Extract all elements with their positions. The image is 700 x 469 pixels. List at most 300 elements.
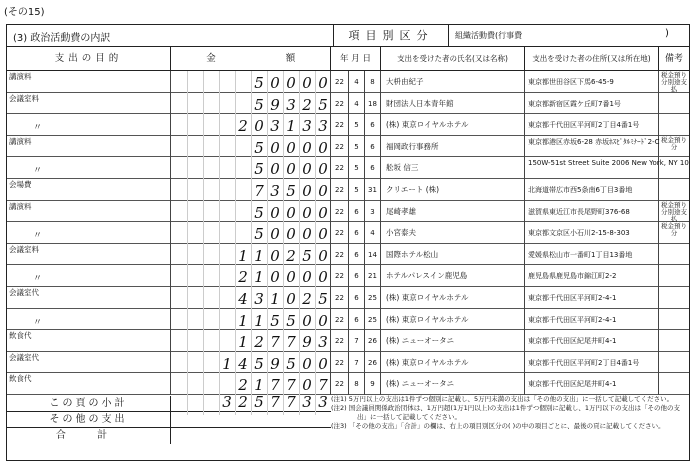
address-cell: 東京都千代田区平河町2-4-1 [525, 287, 659, 309]
amount-digit: 0 [286, 138, 296, 157]
amount-cell [171, 287, 331, 309]
month-cell: 5 [349, 157, 365, 179]
purpose-cell [7, 136, 171, 158]
day-cell: 6 [365, 136, 381, 158]
amount-digit: 0 [270, 74, 280, 92]
note-cell [659, 93, 689, 115]
year-cell: 22 [331, 352, 349, 374]
column-address: 支出を受けた者の住所(又は所在地) [525, 47, 659, 71]
purpose-cell [7, 352, 171, 374]
digit-separator [203, 114, 204, 136]
day-cell: 14 [365, 244, 381, 266]
purpose-text: 〃 [33, 231, 43, 242]
amount-digit: 0 [318, 225, 328, 244]
purpose-cell [7, 287, 171, 309]
amount-digit: 1 [254, 246, 264, 265]
category-label: 項目別区分 [333, 25, 449, 47]
digit-separator [203, 222, 204, 244]
amount-cell [171, 309, 331, 331]
amount-digit: 5 [254, 138, 264, 157]
amount-digit: 7 [254, 182, 264, 200]
purpose-text: 〃 [33, 274, 43, 285]
year-cell: 22 [331, 287, 349, 309]
name-cell: 舩坂 信三 [381, 157, 525, 179]
amount-digit: 9 [270, 95, 280, 114]
digit-separator [187, 114, 188, 136]
address-cell: 東京都千代田区平河町2-4-1 [525, 309, 659, 331]
day-cell: 9 [365, 373, 381, 395]
digit-separator [235, 93, 236, 115]
table-row [7, 93, 689, 115]
purpose-cell [7, 265, 171, 287]
amount-digit: 1 [270, 290, 280, 308]
year-cell: 22 [331, 71, 349, 93]
year-cell: 22 [331, 93, 349, 115]
amount-digit: 2 [238, 376, 248, 395]
column-amount-1: 金 [171, 47, 251, 71]
address-cell: 愛媛県松山市一番町1丁目13番地 [525, 244, 659, 266]
day-cell: 3 [365, 201, 381, 223]
digit-separator [219, 222, 220, 244]
name-cell: (株) 東京ロイヤルホテル [381, 352, 525, 374]
address-cell: 東京都千代田区紀尾井町4-1 [525, 373, 659, 395]
amount-digit: 4 [238, 354, 248, 373]
amount-cell [171, 71, 331, 93]
year-cell: 22 [331, 201, 349, 223]
name-cell: (株) 東京ロイヤルホテル [381, 114, 525, 136]
amount-digit: 1 [254, 311, 264, 330]
purpose-text: 講演料 [9, 136, 32, 146]
amount-digit: 0 [302, 138, 312, 157]
month-cell: 4 [349, 93, 365, 115]
name-cell: 国際ホテル松山 [381, 244, 525, 266]
expense-form [6, 24, 690, 461]
day-cell: 6 [365, 114, 381, 136]
amount-digit: 5 [254, 225, 264, 244]
note-cell: 税金預り分別途支払 [661, 71, 687, 93]
table-row [7, 114, 689, 136]
amount-digit: 2 [302, 290, 312, 308]
purpose-text: 会議室料 [9, 93, 39, 103]
amount-digit: 5 [254, 95, 264, 114]
digit-separator [219, 309, 220, 331]
other-expenses-row [7, 412, 331, 428]
month-cell: 6 [349, 287, 365, 309]
amount-digit: 9 [270, 354, 280, 373]
amount-digit: 2 [238, 268, 248, 287]
digit-separator [235, 71, 236, 93]
address-cell: 北海道帯広市西5条南6丁目3番地 [525, 179, 659, 201]
amount-digit: 5 [318, 95, 328, 114]
year-cell: 22 [331, 157, 349, 179]
digit-separator [235, 201, 236, 223]
form-header [7, 25, 689, 47]
amount-digit: 2 [286, 246, 296, 265]
digit-separator [219, 93, 220, 115]
digit-separator [203, 244, 204, 266]
month-cell: 5 [349, 179, 365, 201]
page-number: (その15) [4, 7, 45, 18]
note-cell [659, 157, 689, 179]
purpose-cell [7, 309, 171, 331]
amount-digit: 3 [254, 290, 264, 308]
amount-digit: 5 [254, 160, 264, 179]
purpose-cell [7, 93, 171, 115]
amount-digit: 2 [302, 95, 312, 114]
day-cell: 18 [365, 93, 381, 115]
amount-digit: 1 [222, 354, 232, 373]
digit-separator [187, 71, 188, 93]
amount-digit: 0 [286, 74, 296, 92]
purpose-cell [7, 201, 171, 223]
amount-digit: 0 [318, 311, 328, 330]
address-cell: 東京都千代田区平河町2丁目4番1号 [525, 352, 659, 374]
column-date: 年 月 日 [331, 47, 381, 71]
digit-separator [187, 330, 188, 352]
amount-digit: 7 [318, 376, 328, 395]
address-cell: 東京都千代田区紀尾井町4-1 [525, 330, 659, 352]
table-row [7, 244, 689, 266]
month-cell: 5 [349, 136, 365, 158]
month-cell: 6 [349, 201, 365, 223]
amount-digit: 3 [270, 117, 280, 136]
amount-digit: 7 [270, 393, 280, 411]
amount-digit: 2 [238, 117, 248, 136]
amount-digit: 7 [270, 333, 280, 352]
note-cell [659, 265, 689, 287]
year-cell: 22 [331, 179, 349, 201]
amount-digit: 1 [254, 376, 264, 395]
month-cell: 8 [349, 373, 365, 395]
note-cell [659, 179, 689, 201]
name-cell: 尾崎孝雄 [381, 201, 525, 223]
month-cell: 6 [349, 244, 365, 266]
month-cell: 6 [349, 222, 365, 244]
amount-digit: 1 [238, 311, 248, 330]
address-cell: 鹿児島県鹿児島市錦江町2-2 [525, 265, 659, 287]
amount-digit: 0 [302, 268, 312, 287]
table-row [7, 287, 689, 309]
subtotal-label: この頁の小計 [7, 396, 171, 411]
digit-separator [203, 309, 204, 331]
amount-digit: 7 [286, 333, 296, 352]
amount-cell [171, 352, 331, 374]
month-cell: 5 [349, 114, 365, 136]
address-cell: 東京都世田谷区下馬6-45-9 [525, 71, 659, 93]
amount-digit: 7 [286, 393, 296, 411]
amount-digit: 0 [270, 138, 280, 157]
amount-cell [171, 222, 331, 244]
amount-digit: 2 [238, 393, 248, 411]
purpose-text: 講演料 [9, 201, 32, 211]
note-cell: 税金預り分 [661, 222, 687, 238]
purpose-cell [7, 222, 171, 244]
amount-digit: 0 [318, 182, 328, 200]
amount-digit: 5 [286, 311, 296, 330]
amount-cell [171, 244, 331, 266]
digit-separator [187, 352, 188, 374]
amount-cell [171, 114, 331, 136]
day-cell: 31 [365, 179, 381, 201]
day-cell: 26 [365, 330, 381, 352]
column-purpose: 支出の目的 [7, 47, 171, 71]
amount-digit: 4 [238, 290, 248, 308]
subtotal-row [7, 393, 331, 412]
amount-digit: 0 [270, 268, 280, 287]
digit-separator [219, 114, 220, 136]
amount-digit: 3 [302, 117, 312, 136]
digit-separator [187, 201, 188, 223]
amount-digit: 0 [318, 203, 328, 222]
purpose-text: 〃 [33, 317, 43, 328]
amount-digit: 0 [270, 225, 280, 244]
amount-digit: 5 [254, 393, 264, 411]
purpose-cell [7, 157, 171, 179]
purpose-cell [7, 373, 171, 395]
name-cell: (株) 東京ロイヤルホテル [381, 309, 525, 331]
amount-digit: 3 [270, 182, 280, 200]
amount-digit: 3 [222, 393, 232, 411]
purpose-cell [7, 71, 171, 93]
column-note: 備考 [659, 47, 689, 71]
amount-cell [171, 93, 331, 115]
amount-digit: 0 [318, 268, 328, 287]
address-cell: 東京都新宿区霞ケ丘町7番1号 [525, 93, 659, 115]
purpose-text: 会議室代 [9, 352, 39, 362]
digit-separator [187, 179, 188, 201]
amount-digit: 5 [254, 74, 264, 92]
purpose-text: 講演料 [9, 72, 32, 81]
year-cell: 22 [331, 136, 349, 158]
amount-digit: 1 [254, 268, 264, 287]
month-cell: 4 [349, 71, 365, 93]
table-row [7, 71, 689, 93]
amount-digit: 0 [286, 203, 296, 222]
table-row [7, 222, 689, 244]
other-expenses-label: その他の支出 [7, 412, 171, 427]
digit-separator [203, 352, 204, 374]
category-close-paren: ) [665, 28, 669, 39]
address-cell: 150W-51st Street Suite 2006 New York, NY 10 [525, 157, 659, 179]
year-cell: 22 [331, 222, 349, 244]
name-cell: 小宮泰夫 [381, 222, 525, 244]
amount-digit: 0 [318, 354, 328, 373]
day-cell: 8 [365, 71, 381, 93]
amount-digit: 9 [302, 333, 312, 352]
amount-digit: 0 [286, 290, 296, 308]
address-cell: 滋賀県東近江市長尾野町376-68 [525, 201, 659, 223]
digit-separator [235, 136, 236, 158]
amount-digit: 0 [318, 138, 328, 157]
digit-separator [203, 157, 204, 179]
amount-digit: 3 [318, 333, 328, 352]
name-cell: (株) ニューオータニ [381, 373, 525, 395]
digit-separator [219, 330, 220, 352]
amount-cell [171, 157, 331, 179]
note-cell [659, 287, 689, 309]
amount-digit: 0 [286, 160, 296, 179]
digit-separator [219, 244, 220, 266]
amount-digit: 7 [286, 376, 296, 395]
name-cell: 財団法人日本青年館 [381, 93, 525, 115]
table-row [7, 265, 689, 287]
amount-digit: 7 [270, 376, 280, 395]
name-cell: (株) ニューオータニ [381, 330, 525, 352]
digit-separator [187, 222, 188, 244]
digit-separator [203, 287, 204, 309]
month-cell: 7 [349, 352, 365, 374]
digit-separator [187, 157, 188, 179]
category-value: 組織活動費(行事費 [455, 31, 523, 40]
day-cell: 21 [365, 265, 381, 287]
table-row [7, 201, 689, 223]
day-cell: 25 [365, 309, 381, 331]
digit-separator [187, 287, 188, 309]
digit-separator [219, 265, 220, 287]
amount-cell [171, 136, 331, 158]
amount-digit: 0 [270, 160, 280, 179]
digit-separator [203, 71, 204, 93]
note-2: (注2) 国会議員関係政治団体は、1万円超(1万1円以上)の支出は1件ずつ個別に記載し、1万円以下の支出は「その他の支出」に一括して記載してください。 [331, 404, 681, 421]
name-cell: ホテルパレスイン鹿児島 [381, 265, 525, 287]
purpose-text: 会議室代 [9, 288, 39, 297]
purpose-text: 〃 [33, 123, 43, 134]
amount-digit: 0 [302, 225, 312, 244]
purpose-cell [7, 179, 171, 201]
digit-separator [187, 309, 188, 331]
digit-separator [235, 179, 236, 201]
name-cell: クリエート (株) [381, 179, 525, 201]
table-row [7, 330, 689, 352]
note-cell [659, 244, 689, 266]
note-cell [659, 373, 689, 395]
day-cell: 26 [365, 352, 381, 374]
digit-separator [203, 179, 204, 201]
year-cell: 22 [331, 114, 349, 136]
month-cell: 6 [349, 265, 365, 287]
note-cell [659, 114, 689, 136]
amount-digit: 0 [286, 225, 296, 244]
year-cell: 22 [331, 330, 349, 352]
amount-cell [171, 201, 331, 223]
amount-digit: 2 [254, 333, 264, 352]
amount-digit: 3 [318, 393, 328, 411]
name-cell: 大枡由紀子 [381, 71, 525, 93]
note-cell [659, 330, 689, 352]
digit-separator [235, 157, 236, 179]
amount-digit: 0 [254, 117, 264, 136]
digit-separator [187, 265, 188, 287]
purpose-text: 会場費 [9, 180, 32, 189]
column-name: 支出を受けた者の氏名(又は名称) [381, 47, 525, 71]
digit-separator [219, 157, 220, 179]
month-cell: 7 [349, 330, 365, 352]
amount-digit: 3 [286, 95, 296, 114]
address-cell: 東京都文京区小石川2-15-8-303 [525, 222, 659, 244]
day-cell: 4 [365, 222, 381, 244]
year-cell: 22 [331, 265, 349, 287]
amount-digit: 5 [270, 311, 280, 330]
amount-digit: 0 [318, 246, 328, 265]
address-cell: 東京都千代田区平河町2丁目4番1号 [525, 114, 659, 136]
name-cell: (株) 東京ロイヤルホテル [381, 287, 525, 309]
address-cell: 東京都港区赤坂6-28 赤坂ﾎｽﾋﾟﾀﾙﾐﾅｰﾄﾞ2-C [525, 136, 659, 158]
note-cell [659, 352, 689, 374]
amount-digit: 5 [286, 354, 296, 373]
digit-separator [203, 201, 204, 223]
digit-separator [219, 179, 220, 201]
year-cell: 22 [331, 244, 349, 266]
amount-digit: 3 [302, 393, 312, 411]
total-label: 合 計 [7, 428, 171, 444]
subtotal-amount [171, 393, 331, 409]
table-row [7, 157, 689, 179]
total-row [7, 428, 331, 444]
purpose-text: 〃 [33, 166, 43, 177]
year-cell: 22 [331, 373, 349, 395]
digit-separator [187, 93, 188, 115]
amount-cell [171, 330, 331, 352]
amount-digit: 0 [286, 268, 296, 287]
note-cell: 税金預り分別途支払 [661, 200, 687, 223]
purpose-text: 飲食代 [9, 374, 32, 384]
form-title: (3) 政治活動費の内訳 [13, 33, 111, 44]
amount-digit: 5 [286, 182, 296, 200]
digit-separator [219, 201, 220, 223]
table-row [7, 179, 689, 201]
table-row [7, 373, 689, 395]
purpose-text: 会議室料 [9, 244, 39, 254]
purpose-cell [7, 244, 171, 266]
amount-digit: 0 [318, 160, 328, 179]
amount-digit: 0 [302, 354, 312, 373]
table-row [7, 352, 689, 374]
note-3: (注3) 「その他の支出」「合計」の欄は、右上の項目別区分の( )の中の項目ごとに、最後の頁に記載してください。 [331, 422, 665, 430]
amount-digit: 0 [270, 246, 280, 265]
digit-separator [203, 330, 204, 352]
amount-digit: 0 [302, 203, 312, 222]
amount-digit: 5 [254, 203, 264, 222]
digit-separator [235, 222, 236, 244]
notes [331, 395, 689, 431]
amount-digit: 1 [238, 246, 248, 265]
table-row [7, 136, 689, 158]
amount-cell [171, 265, 331, 287]
amount-digit: 5 [318, 290, 328, 308]
digit-separator [219, 136, 220, 158]
amount-digit: 1 [238, 333, 248, 352]
amount-digit: 0 [302, 74, 312, 92]
name-cell: 福岡政行事務所 [381, 136, 525, 158]
purpose-text: 飲食代 [9, 331, 32, 341]
digit-separator [203, 136, 204, 158]
amount-digit: 0 [302, 160, 312, 179]
year-cell: 22 [331, 309, 349, 331]
amount-cell [171, 179, 331, 201]
digit-separator [219, 71, 220, 93]
amount-digit: 3 [318, 117, 328, 136]
amount-digit: 0 [302, 376, 312, 395]
note-cell [659, 309, 689, 331]
amount-digit: 0 [318, 74, 328, 92]
digit-separator [219, 287, 220, 309]
digit-separator [203, 93, 204, 115]
day-cell: 25 [365, 287, 381, 309]
table-row [7, 309, 689, 331]
day-cell: 6 [365, 157, 381, 179]
note-1: (注1) 5万円以上の支出は1件ずつ個別に記載し、5万円未満の支出は「その他の支出」に一括して記載してください。 [331, 395, 674, 403]
amount-digit: 1 [286, 117, 296, 136]
